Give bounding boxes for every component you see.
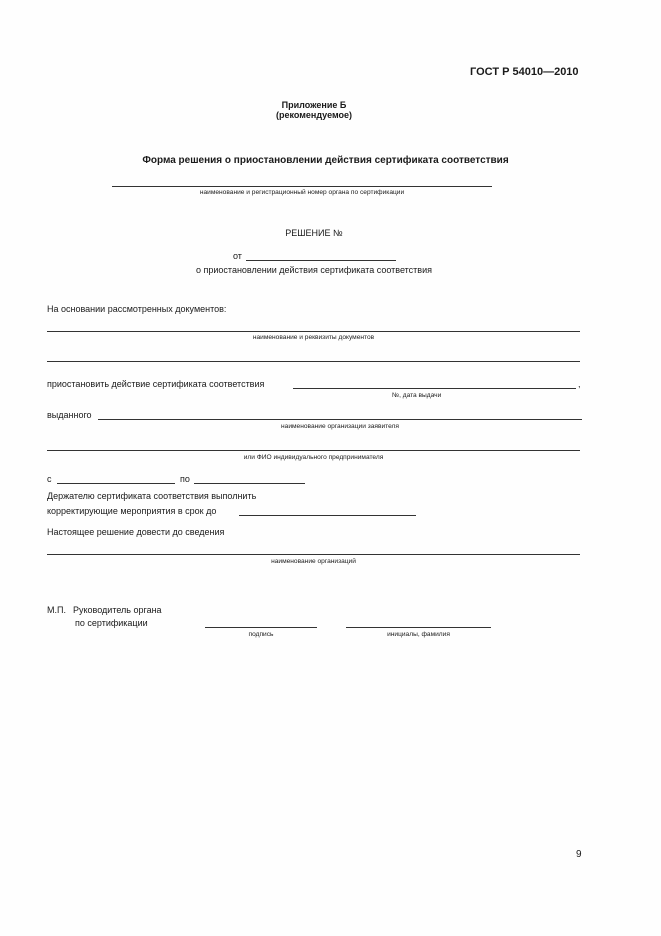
deadline-line[interactable] xyxy=(239,515,416,516)
period-to-line[interactable] xyxy=(194,483,305,484)
applicant-line[interactable] xyxy=(98,419,582,420)
signature-line[interactable] xyxy=(205,627,317,628)
stamp-label: М.П. xyxy=(47,605,66,615)
head-title-1: Руководитель органа xyxy=(73,605,162,615)
decision-date-label: от xyxy=(233,251,242,261)
appendix-subtitle: (рекомендуемое) xyxy=(276,110,352,120)
head-title-2: по сертификации xyxy=(75,618,148,628)
holder-text-2: корректирующие мероприятия в срок до xyxy=(47,506,217,516)
form-title: Форма решения о приостановлении действия сертификата соответствия xyxy=(142,155,509,166)
cert-number-line[interactable] xyxy=(293,388,576,389)
organizations-caption: наименование организаций xyxy=(271,558,356,565)
documents-caption: наименование и реквизиты документов xyxy=(252,334,375,341)
decision-heading: РЕШЕНИЕ № xyxy=(285,228,343,238)
page-number: 9 xyxy=(576,849,582,860)
applicant-caption: наименование организации заявителя xyxy=(281,423,399,430)
cert-number-caption: №, дата выдачи xyxy=(392,392,442,399)
period-from-line[interactable] xyxy=(57,483,175,484)
decision-subject: о приостановлении действия сертификата соответствия xyxy=(196,265,432,275)
standard-number: ГОСТ Р 54010—2010 xyxy=(470,66,579,78)
name-line[interactable] xyxy=(346,627,491,628)
suspend-comma: , xyxy=(578,379,581,389)
signature-caption: подпись xyxy=(248,631,274,638)
issued-label: выданного xyxy=(47,410,92,420)
organizations-line[interactable] xyxy=(47,554,580,555)
decision-date-line[interactable] xyxy=(246,260,396,261)
organ-caption: наименование и регистрационный номер органа по сертификации xyxy=(199,189,405,196)
period-to-label: по xyxy=(180,474,190,484)
suspend-text: приостановить действие сертификата соответствия xyxy=(47,379,265,389)
name-caption: инициалы, фамилия xyxy=(387,631,450,638)
documents-line-1[interactable] xyxy=(47,331,580,332)
period-from-label: с xyxy=(47,474,52,484)
holder-text-1: Держателю сертификата соответствия выполнить xyxy=(47,491,257,501)
organ-input-line[interactable] xyxy=(112,186,492,187)
appendix-title: Приложение Б xyxy=(281,100,347,110)
entrepreneur-line[interactable] xyxy=(47,450,580,451)
entrepreneur-caption: или ФИО индивидуального предпринимателя xyxy=(243,454,384,461)
documents-line-2[interactable] xyxy=(47,361,580,362)
notify-text: Настоящее решение довести до сведения xyxy=(47,527,225,537)
basis-text: На основании рассмотренных документов: xyxy=(47,304,227,314)
